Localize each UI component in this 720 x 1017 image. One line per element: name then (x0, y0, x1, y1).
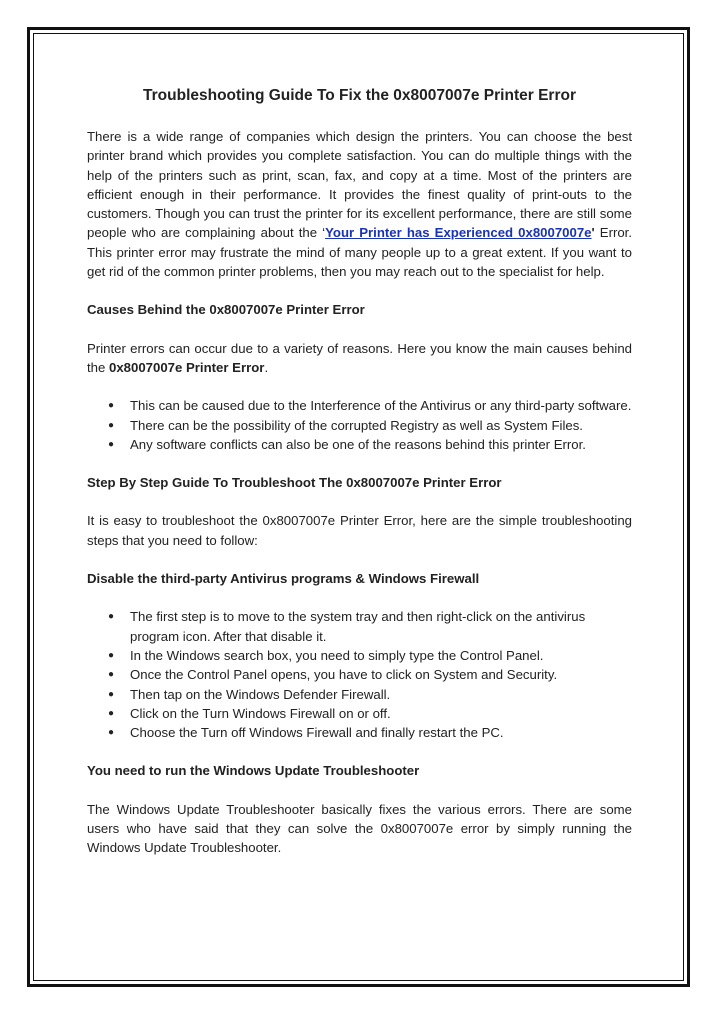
intro-text-end: Error. This printer error may frustrate the mind of many people up to a great extent. If you want to get rid of the common printer problems, then you may reach out to the specialist for help. (87, 225, 633, 280)
document-body (87, 86, 632, 858)
list-item: ● This can be caused due to the Interference of the Antivirus or any third-party software. (130, 396, 632, 415)
intro-text: There is a wide range of companies which design the printers. You can choose the best printer brand which provides you complete satisfaction. You can do multiple things with the help of the printers such as print, scan, fax, and copy at a time. Most of the printers are efficient enough in their performance. It provides the finest quality of print-outs to the customers. Though you can trust the printer for its excellent performance, there are still some people who are complaining about the ‘ (87, 129, 632, 241)
list-item: ● The first step is to move to the system tray and then right-click on the antivirus program icon. After that disable it. (130, 607, 632, 646)
list-item: ● Any software conflicts can also be one of the reasons behind this printer Error. (130, 435, 632, 454)
link-close-mark: ' (591, 225, 595, 241)
document-title: Troubleshooting Guide To Fix the 0x8007007e Printer Error (143, 87, 576, 104)
update-paragraph: The Windows Update Troubleshooter basically fixes the various errors. There are some users who have said that they can solve the 0x8007007e error by simply running the Windows Update Troubleshooter. (87, 801, 632, 856)
causes-error-name: 0x8007007e Printer Error (109, 359, 265, 375)
list-item: ● Then tap on the Windows Defender Firewall. (130, 685, 632, 704)
printer-error-link[interactable]: Your Printer has Experienced 0x8007007e (325, 225, 592, 241)
causes-paragraph (87, 339, 632, 378)
list-item: ● In the Windows search box, you need to simply type the Control Panel. (130, 646, 632, 665)
list-item: ● Choose the Turn off Windows Firewall and finally restart the PC. (130, 723, 632, 742)
causes-text-end: . (264, 359, 269, 375)
antivirus-heading: Disable the third-party Antivirus programs & Windows Firewall (87, 571, 480, 587)
list-item: ● Click on the Turn Windows Firewall on or off. (130, 704, 632, 723)
causes-list (87, 396, 632, 454)
list-item: ● Once the Control Panel opens, you have to click on System and Security. (130, 665, 632, 684)
causes-heading: Causes Behind the 0x8007007e Printer Error (87, 302, 365, 318)
antivirus-steps-list (87, 607, 632, 742)
intro-paragraph (87, 127, 632, 281)
update-heading: You need to run the Windows Update Troubleshooter (87, 763, 420, 779)
guide-paragraph: It is easy to troubleshoot the 0x8007007e Printer Error, here are the simple troubleshooting steps that you need to follow: (87, 513, 632, 548)
list-item: ● There can be the possibility of the corrupted Registry as well as System Files. (130, 416, 632, 435)
guide-heading: Step By Step Guide To Troubleshoot The 0x8007007e Printer Error (87, 475, 502, 491)
causes-text: Printer errors can occur due to a variety of reasons. Here you know the main causes behind the (87, 340, 632, 375)
